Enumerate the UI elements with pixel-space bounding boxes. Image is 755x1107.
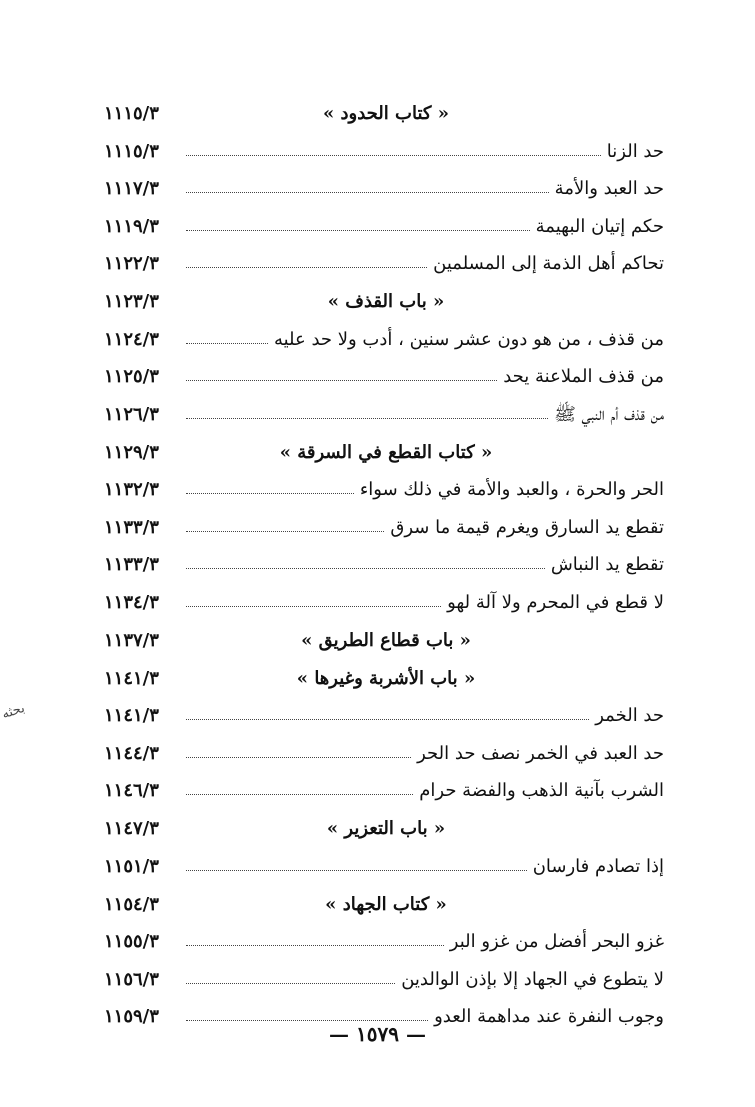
section-heading-title: « باب التعزير » [326, 818, 446, 839]
toc-entry [104, 841, 664, 879]
toc-entry [104, 465, 664, 503]
margin-handwritten-note: بحثه [0, 700, 27, 723]
toc-entry [104, 314, 664, 352]
section-heading-title: « باب الأشربة وغيرها » [296, 667, 476, 689]
section-page-ref: ١١٥٤/٣ [104, 893, 159, 915]
dot-leader [186, 606, 441, 607]
dot-leader [186, 267, 427, 268]
dot-leader [186, 870, 527, 871]
entry-title: تقطع يد السارق ويغرم قيمة ما سرق [390, 516, 664, 538]
section-heading-title: « كتاب القطع في السرقة » [279, 441, 493, 463]
page-number: — ١٥٧٩ — [329, 1022, 426, 1046]
section-page-ref: ١١٢٣/٣ [104, 291, 159, 312]
table-of-contents [104, 88, 664, 1029]
entry-title: الشرب بآنية الذهب والفضة حرام [419, 780, 664, 801]
toc-section-heading [104, 653, 664, 691]
entry-page-ref: ١١٥٦/٣ [104, 968, 159, 990]
entry-title: من قذف أم النبي ﷺ [554, 403, 664, 425]
entry-title: من قذف الملاعنة يحد [503, 366, 664, 387]
toc-entry [104, 954, 664, 992]
toc-entry [104, 577, 664, 615]
toc-entry [104, 164, 664, 202]
dot-leader [186, 794, 413, 795]
entry-page-ref: ١١٥٥/٣ [104, 931, 159, 952]
entry-page-ref: ١١٣٢/٣ [104, 479, 159, 500]
section-page-ref: ١١٤١/٣ [104, 667, 159, 689]
entry-title: حد العبد والأمة [554, 178, 664, 199]
entry-title: حد العبد في الخمر نصف حد الحر [417, 742, 664, 764]
dot-leader [186, 343, 268, 344]
entry-page-ref: ١١٢٢/٣ [104, 253, 159, 274]
section-page-ref: ١١٢٩/٣ [104, 441, 159, 463]
entry-title: حد الزنا [606, 140, 664, 162]
entry-title: لا يتطوع في الجهاد إلا بإذن الوالدين [401, 968, 664, 990]
section-heading-title: « كتاب الجهاد » [325, 893, 447, 915]
dot-leader [186, 531, 384, 532]
entry-title: حكم إتيان البهيمة [535, 215, 664, 237]
entry-title: غزو البحر أفضل من غزو البر [449, 931, 664, 952]
toc-section-heading [104, 88, 664, 126]
dot-leader [186, 230, 530, 231]
dot-leader [186, 568, 545, 569]
entry-page-ref: ١١٣٣/٣ [104, 554, 159, 575]
section-heading-title: « كتاب الحدود » [323, 103, 449, 124]
dot-leader [186, 1020, 428, 1021]
toc-entry [104, 389, 664, 427]
dot-leader [186, 945, 444, 946]
dot-leader [186, 418, 548, 419]
entry-title: إذا تصادم فارسان [532, 855, 664, 877]
section-page-ref: ١١٤٧/٣ [104, 818, 159, 839]
entry-page-ref: ١١٥٩/٣ [104, 1006, 159, 1027]
section-heading-title: « باب قطاع الطريق » [301, 629, 471, 651]
toc-entry [104, 352, 664, 390]
entry-page-ref: ١١٤١/٣ [104, 705, 159, 726]
dot-leader [186, 192, 549, 193]
entry-title: تقطع يد النباش [550, 554, 664, 575]
toc-section-heading [104, 276, 664, 314]
toc-entry [104, 239, 664, 277]
dot-leader [186, 757, 411, 758]
entry-page-ref: ١١١٩/٣ [104, 215, 159, 237]
toc-section-heading [104, 427, 664, 465]
toc-entry [104, 540, 664, 578]
entry-page-ref: ١١٤٦/٣ [104, 780, 159, 801]
dot-leader [186, 380, 497, 381]
section-heading-title: « باب القذف » [327, 291, 445, 312]
toc-entry [104, 917, 664, 955]
entry-page-ref: ١١٣٤/٣ [104, 591, 159, 613]
toc-entry [104, 126, 664, 164]
toc-entry [104, 502, 664, 540]
toc-section-heading [104, 879, 664, 917]
dot-leader [186, 155, 601, 156]
entry-page-ref: ١١٢٥/٣ [104, 366, 159, 387]
entry-page-ref: ١١٤٤/٣ [104, 742, 159, 764]
toc-entry [104, 691, 664, 729]
toc-section-heading [104, 803, 664, 841]
dot-leader [186, 983, 395, 984]
entry-page-ref: ١١٢٦/٣ [104, 403, 159, 425]
entry-page-ref: ١١٢٤/٣ [104, 328, 159, 350]
entry-page-ref: ١١١٥/٣ [104, 140, 159, 162]
entry-page-ref: ١١١٧/٣ [104, 178, 159, 199]
dot-leader [186, 719, 589, 720]
toc-entry [104, 201, 664, 239]
toc-entry [104, 766, 664, 804]
toc-section-heading [104, 615, 664, 653]
entry-page-ref: ١١٣٣/٣ [104, 516, 159, 538]
entry-title: من قذف ، من هو دون عشر سنين ، أدب ولا حد عليه [273, 328, 664, 350]
dot-leader [186, 493, 354, 494]
entry-title: لا قطع في المحرم ولا آلة لهو [447, 591, 664, 613]
section-page-ref: ١١٣٧/٣ [104, 629, 159, 651]
entry-title: تحاكم أهل الذمة إلى المسلمين [433, 253, 664, 274]
entry-title: وجوب النفرة عند مداهمة العدو [434, 1006, 664, 1027]
section-page-ref: ١١١٥/٣ [104, 103, 159, 124]
entry-title: حد الخمر [595, 705, 664, 726]
entry-title: الحر والحرة ، والعبد والأمة في ذلك سواء [359, 479, 664, 500]
entry-page-ref: ١١٥١/٣ [104, 855, 159, 877]
toc-entry [104, 728, 664, 766]
